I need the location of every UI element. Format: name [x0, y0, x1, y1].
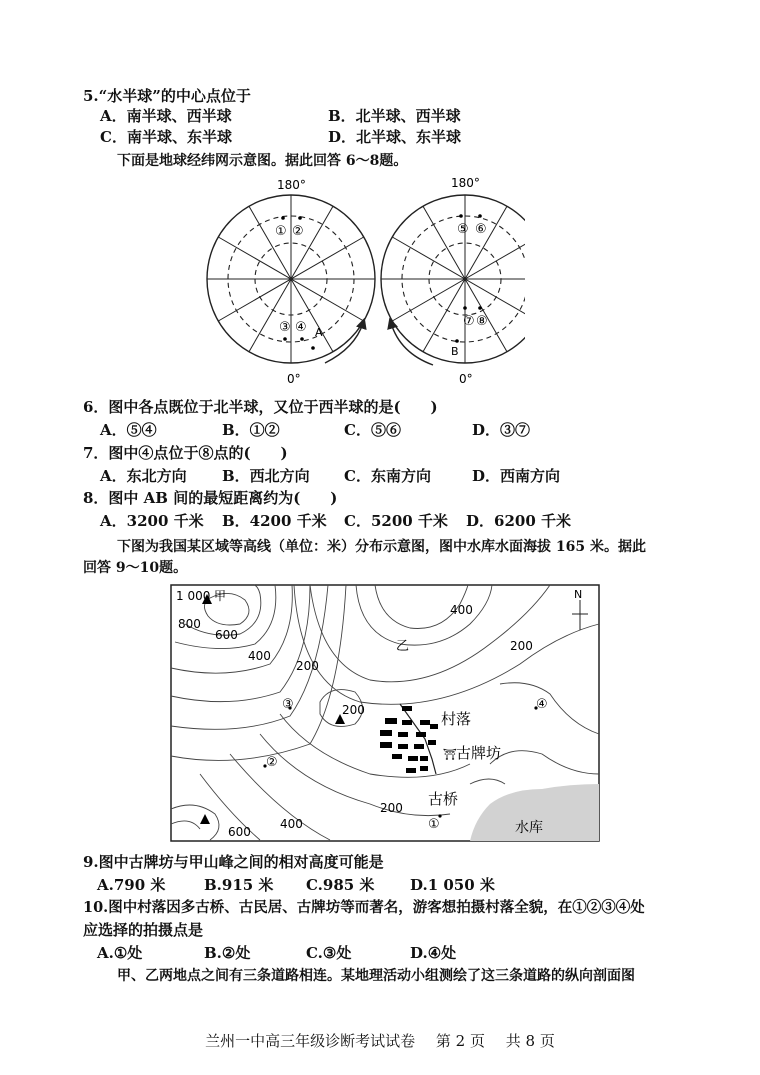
- footer-total: 共 8 页: [505, 1032, 555, 1050]
- point-2: ②: [292, 224, 304, 239]
- q7-stem: 7．图中④点位于⑧点的( ): [83, 444, 288, 462]
- left-globe: [207, 195, 375, 363]
- point-8: ⑧: [476, 314, 488, 329]
- map-point-3: ③: [282, 697, 294, 712]
- point-7: ⑦: [463, 314, 475, 329]
- left-rotation-arrow: [325, 323, 363, 363]
- right-globe: [381, 195, 525, 363]
- map-point-4: ④: [536, 697, 548, 712]
- q7-option-b: B．西北方向: [222, 467, 310, 485]
- right-top-label: 180°: [451, 176, 480, 190]
- q9-option-c: C.985 米: [306, 876, 375, 894]
- contour-200-right: 200: [510, 639, 533, 653]
- contour-800: 800: [178, 617, 201, 631]
- intro-6-8: 下面是地球经纬网示意图。据此回答 6～8题。: [117, 153, 408, 169]
- q6-option-c: C．⑤⑥: [344, 421, 401, 439]
- q9-stem: 9.图中古牌坊与甲山峰之间的相对高度可能是: [83, 853, 384, 871]
- q10-stem-line2: 应选择的拍摄点是: [83, 921, 204, 939]
- q8-option-b: B．4200 千米: [222, 512, 327, 530]
- point-6: ⑥: [475, 222, 487, 237]
- point-3: ③: [279, 320, 291, 335]
- q5-stem: 5.“水半球”的中心点位于: [83, 87, 251, 105]
- q10-stem-line1: 10.图中村落因多古桥、古民居、古牌坊等而著名，游客想拍摄村落全貌，在①②③④处: [83, 899, 645, 916]
- q8-option-c: C．5200 千米: [344, 512, 448, 530]
- archway-label: 古牌坊: [456, 744, 502, 762]
- contour-400-bottom: 400: [280, 817, 303, 831]
- point-5: ⑤: [457, 222, 469, 237]
- q7-option-c: C．东南方向: [344, 467, 431, 485]
- q6-option-d: D．③⑦: [472, 421, 531, 439]
- contour-600-bottom: 600: [228, 825, 251, 839]
- footer-school: 兰州一中高三年级诊断考试试卷: [205, 1032, 416, 1050]
- map-point-2: ②: [266, 755, 278, 770]
- q10-option-b: B.②处: [204, 944, 251, 962]
- map-point-1: ①: [428, 817, 440, 832]
- q9-option-b: B.915 米: [204, 876, 274, 894]
- q7-option-d: D．西南方向: [472, 467, 561, 485]
- q7-option-a: A．东北方向: [100, 467, 187, 485]
- intro-9-10-line1: 下图为我国某区域等高线（单位：米）分布示意图，图中水库水面海拔 165 米。据此: [117, 539, 646, 555]
- label-b: B: [451, 345, 459, 358]
- contour-200-hill: 200: [342, 703, 365, 717]
- contour-400-left: 400: [248, 649, 271, 663]
- q8-option-d: D．6200 千米: [466, 512, 571, 530]
- q5-option-a: A．南半球、西半球: [100, 107, 232, 125]
- right-bottom-label: 0°: [459, 372, 473, 385]
- q6-stem: 6．图中各点既位于北半球，又位于西半球的是( ): [83, 398, 438, 416]
- point-4: ④: [295, 320, 307, 335]
- q6-option-a: A．⑤④: [100, 421, 157, 439]
- archway-symbol: ⛩: [443, 748, 457, 761]
- page-footer: [0, 1030, 760, 1051]
- peak-elevation: 1 000: [176, 589, 211, 603]
- north-label: N: [574, 588, 583, 601]
- q10-option-a: A.①处: [97, 944, 143, 962]
- label-a: A: [315, 326, 323, 339]
- q5-option-d: D．北半球、东半球: [328, 128, 462, 146]
- q5-option-c: C．南半球、东半球: [100, 128, 232, 146]
- q9-option-d: D.1 050 米: [410, 876, 495, 894]
- q9-option-a: A.790 米: [97, 876, 166, 894]
- left-bottom-label: 0°: [287, 372, 301, 385]
- contour-400-top: 400: [450, 603, 473, 617]
- left-top-label: 180°: [277, 178, 306, 192]
- q8-stem: 8．图中 AB 间的最短距离约为( ): [83, 489, 338, 507]
- point-yi: 乙: [396, 639, 410, 654]
- contour-200-bottom: 200: [380, 801, 403, 815]
- q10-option-c: C.③处: [306, 944, 352, 962]
- graticule-figure: [195, 173, 525, 385]
- reservoir-label: 水库: [515, 820, 543, 836]
- village-label: 村落: [441, 710, 472, 728]
- intro-9-10-line2: 回答 9～10题。: [83, 560, 188, 576]
- q5-option-b: B．北半球、西半球: [328, 107, 461, 125]
- contour-200-mid: 200: [296, 659, 319, 673]
- contour-map: [170, 584, 600, 842]
- point-1: ①: [275, 224, 287, 239]
- peak-jia: 甲: [214, 589, 227, 603]
- q6-option-b: B．①②: [222, 421, 280, 439]
- bridge-label: 古桥: [428, 790, 459, 808]
- contour-600-top: 600: [215, 628, 238, 642]
- trailing-intro: 甲、乙两地点之间有三条道路相连。某地理活动小组测绘了这三条道路的纵向剖面图: [117, 968, 635, 984]
- footer-page: 第 2 页: [435, 1032, 485, 1050]
- q8-option-a: A．3200 千米: [100, 512, 204, 530]
- q10-option-d: D.④处: [410, 944, 457, 962]
